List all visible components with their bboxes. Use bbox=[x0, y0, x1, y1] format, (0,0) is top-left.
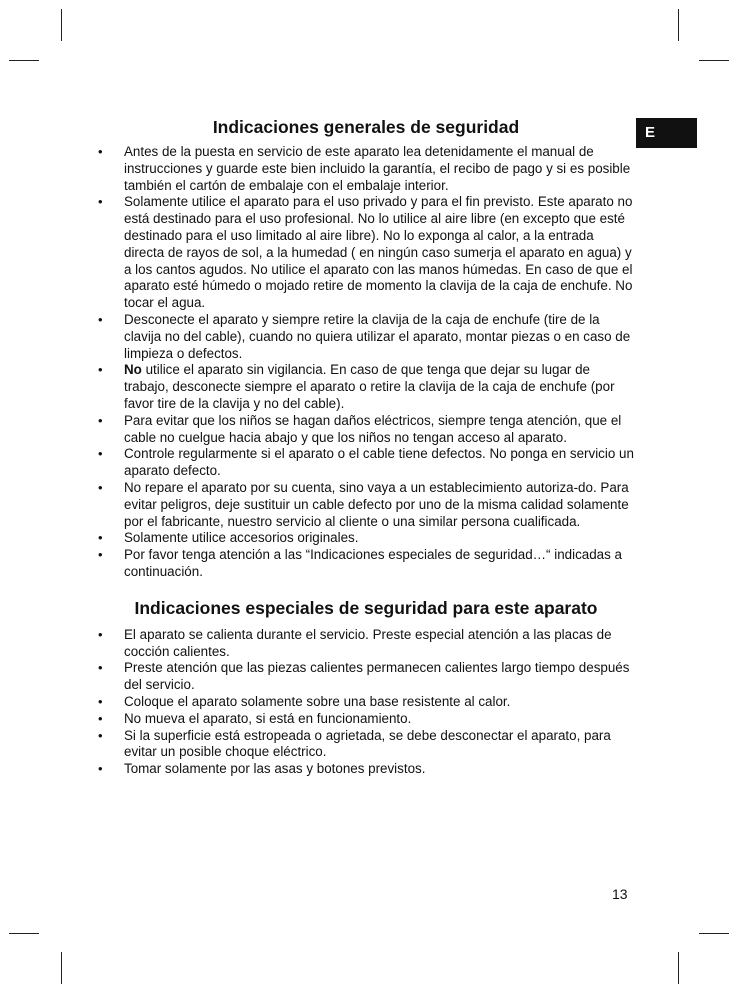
language-tab: E bbox=[636, 118, 697, 148]
bullet-icon: • bbox=[98, 362, 103, 378]
crop-mark bbox=[61, 9, 62, 41]
bullet-icon: • bbox=[98, 479, 103, 495]
list-item: • Si la superficie está estropeada o agrietada, se debe desconectar el aparato, para evitar un posible choque eléctrico. bbox=[98, 727, 611, 760]
page-number: 13 bbox=[612, 886, 628, 902]
bullet-icon: • bbox=[98, 311, 103, 327]
section-heading-general: Indicaciones generales de seguridad bbox=[212, 117, 520, 137]
bullet-icon: • bbox=[98, 530, 103, 546]
bullet-icon: • bbox=[98, 446, 103, 462]
bullet-icon: • bbox=[98, 194, 103, 210]
bullet-icon: • bbox=[98, 412, 103, 428]
list-item: • Por favor tenga atención a las “Indicaciones especiales de seguridad…“ indicadas a continuación. bbox=[98, 547, 622, 579]
crop-mark bbox=[699, 933, 729, 934]
bullet-icon: • bbox=[98, 710, 103, 726]
special-safety-list bbox=[96, 627, 636, 778]
list-item: • Antes de la puesta en servicio de este aparato lea detenidamente el manual de instrucciones y guarde este bien incluido la garantía, el recibo de pago y si es posible también el cartón de embalaje con el embalaje interior. bbox=[98, 144, 631, 193]
crop-mark bbox=[678, 952, 679, 984]
list-item: • Solamente utilice el aparato para el uso privado y para el fin previsto. Este aparato no está destinado para el uso profesional. No lo utilice al aire libre (en excepto que esté destinado para el uso limitado al aire libre). No lo exponga al calor, a la entrada directa de rayos de sol, a la humedad ( en ningún caso sumerja el aparato en agua) y a los cantos agudos. No utilice el aparato con las manos húmedas. En caso de que el aparato esté húmedo o mojado retire de momento la clavija de la caja de enchufe. No tocar el agua. bbox=[98, 194, 633, 311]
bullet-icon: • bbox=[98, 693, 103, 709]
list-item: • Tomar solamente por las asas y botones previstos. bbox=[98, 761, 426, 777]
bullet-icon: • bbox=[98, 761, 103, 777]
list-item: • Desconecte el aparato y siempre retire la clavija de la caja de enchufe (tire de la clavija no del cable), cuando no quiera utilizar el aparato, montar piezas o en caso de limpieza o defectos. bbox=[98, 311, 631, 361]
section-heading-special: Indicaciones especiales de seguridad para este aparato bbox=[134, 597, 598, 618]
bullet-icon: • bbox=[98, 626, 103, 642]
crop-mark bbox=[678, 9, 679, 41]
crop-mark bbox=[9, 933, 39, 934]
list-item: • El aparato se calienta durante el servicio. Preste especial atención a las placas de cocción calientes. bbox=[98, 626, 612, 659]
bullet-icon: • bbox=[98, 727, 103, 743]
bullet-icon: • bbox=[98, 144, 103, 159]
list-item: • Controle regularmente si el aparato o el cable tiene defectos. No ponga en servicio un aparato defecto. bbox=[98, 446, 634, 479]
list-item: • Preste atención que las piezas calientes permanecen calientes largo tiempo después del servicio. bbox=[98, 660, 630, 693]
list-item: • Para evitar que los niños se hagan daños eléctricos, siempre tenga atención, que el cable no cuelgue hacia abajo y que los niños no tengan acceso al aparato. bbox=[98, 412, 622, 445]
list-item: • Coloque el aparato solamente sobre una base resistente al calor. bbox=[98, 693, 511, 709]
list-item: • No mueva el aparato, si está en funcionamiento. bbox=[98, 710, 412, 726]
bullet-icon: • bbox=[98, 660, 103, 676]
crop-mark bbox=[9, 60, 39, 61]
list-item: • Solamente utilice accesorios originales. bbox=[98, 530, 359, 546]
list-item: • No utilice el aparato sin vigilancia. En caso de que tenga que dejar su lugar de trabajo, desconecte siempre el aparato o retire la clavija de la caja de enchufe (por favor tire de la clavija y no del cable). bbox=[98, 362, 615, 411]
crop-mark bbox=[699, 60, 729, 61]
document-body bbox=[96, 116, 636, 778]
general-safety-list bbox=[96, 144, 636, 581]
emphasis-no: No bbox=[124, 362, 142, 378]
bullet-icon: • bbox=[98, 547, 103, 563]
list-item: • No repare el aparato por su cuenta, sino vaya a un establecimiento autoriza-do. Para evitar peligros, deje sustituir un cable defecto por uno de la misma calidad solamente por el fabricante, nuestro servicio al cliente o una similar persona cualificada. bbox=[98, 479, 629, 529]
crop-mark bbox=[61, 952, 62, 984]
